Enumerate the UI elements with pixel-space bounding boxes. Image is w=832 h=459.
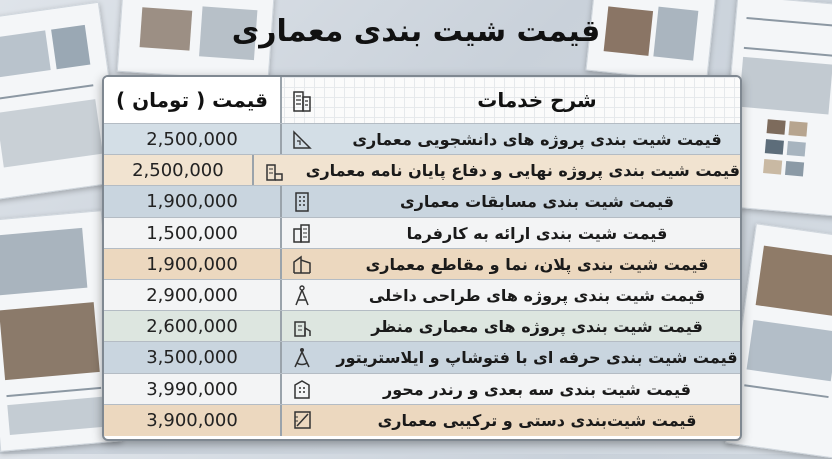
service-description: قیمت شیت‌بندی دستی و ترکیبی معماری xyxy=(377,410,697,430)
table-row xyxy=(104,341,740,373)
table-header xyxy=(104,77,740,123)
price-cell: 1,500,000 xyxy=(104,218,282,249)
price-cell: 3,900,000 xyxy=(104,405,282,436)
description-cell xyxy=(282,218,740,249)
drafting-compass-icon xyxy=(288,347,316,369)
tower-building-icon xyxy=(288,222,316,244)
table-row xyxy=(104,279,740,311)
table-row xyxy=(104,373,740,405)
price-cell: 2,900,000 xyxy=(104,280,282,311)
table-row xyxy=(104,154,740,186)
price-table xyxy=(102,75,742,441)
compass-icon xyxy=(288,285,316,307)
service-description: قیمت شیت بندی پروژه نهایی و دفاع پایان نامه معماری xyxy=(305,161,740,181)
service-description: قیمت شیت بندی حرفه ای با فتوشاپ و ایلاستریتور xyxy=(336,348,738,368)
service-description: قیمت شیت بندی ارائه به کارفرما xyxy=(406,223,668,243)
description-cell xyxy=(282,280,740,311)
description-column-header xyxy=(282,77,740,123)
description-cell xyxy=(254,155,740,186)
table-row xyxy=(104,123,740,155)
price-cell: 3,500,000 xyxy=(104,342,282,373)
service-description: قیمت شیت بندی پروژه های دانشجویی معماری xyxy=(352,130,722,150)
price-cell: 2,500,000 xyxy=(104,124,282,155)
building-icon xyxy=(288,89,316,111)
table-row xyxy=(104,310,740,342)
price-cell: 1,900,000 xyxy=(104,186,282,217)
price-cell: 2,500,000 xyxy=(104,155,254,186)
table-row xyxy=(104,185,740,217)
price-cell: 1,900,000 xyxy=(104,249,282,280)
table-row xyxy=(104,248,740,280)
building-plan-icon xyxy=(260,160,288,182)
price-cell: 3,990,000 xyxy=(104,374,282,405)
description-cell xyxy=(282,374,740,405)
table-row xyxy=(104,404,740,436)
page-title: قیمت شیت بندی معماری xyxy=(231,14,601,49)
landscape-building-icon xyxy=(288,316,316,338)
description-cell xyxy=(282,311,740,342)
table-row xyxy=(104,217,740,249)
3d-building-icon xyxy=(288,378,316,400)
triangle-ruler-icon xyxy=(288,129,316,151)
pencil-ruler-icon xyxy=(288,409,316,431)
service-description: قیمت شیت بندی پروژه های طراحی داخلی xyxy=(368,286,706,306)
description-cell xyxy=(282,342,740,373)
service-description: قیمت شیت بندی مسابقات معماری xyxy=(400,192,674,212)
price-cell: 2,600,000 xyxy=(104,311,282,342)
description-header-label: شرح خدمات xyxy=(477,88,597,112)
description-cell xyxy=(282,186,740,217)
price-column-header: قیمت ( تومان ) xyxy=(104,77,282,123)
description-cell xyxy=(282,124,740,155)
description-cell xyxy=(282,405,740,436)
service-description: قیمت شیت بندی سه بعدی و رندر محور xyxy=(383,379,691,399)
elevation-icon xyxy=(288,253,316,275)
description-cell xyxy=(282,249,740,280)
service-description: قیمت شیت بندی پروژه های معماری منظر xyxy=(371,317,703,337)
service-description: قیمت شیت بندی پلان، نما و مقاطع معماری xyxy=(365,254,709,274)
office-building-icon xyxy=(288,191,316,213)
